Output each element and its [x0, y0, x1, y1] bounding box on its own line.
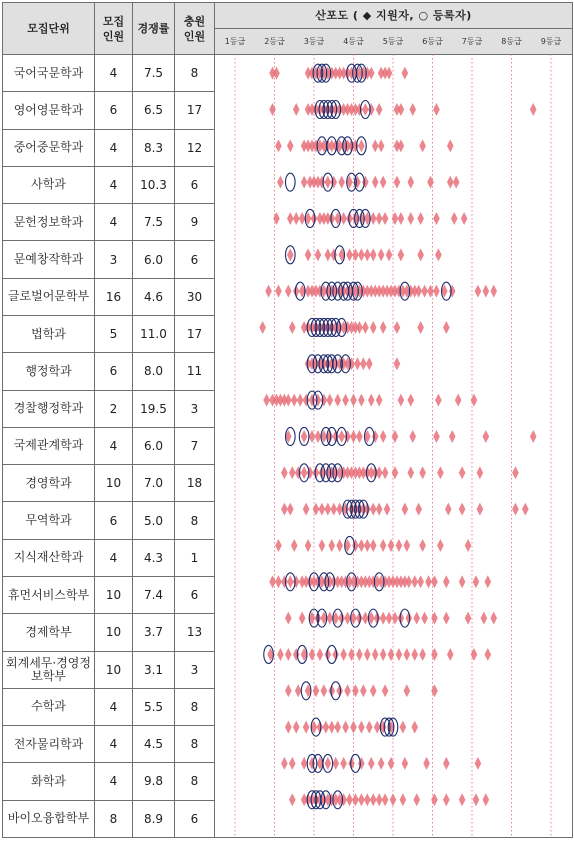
dept-cell: 글로벌어문학부: [3, 278, 95, 315]
quota-cell: 4: [95, 166, 133, 203]
quota-cell: 8: [95, 800, 133, 837]
table-row: [3, 353, 573, 390]
ratio-cell: 5.5: [133, 688, 175, 725]
dept-cell: 회계세무·경영정보학부: [3, 651, 95, 688]
scatter-cell: [215, 688, 573, 725]
filled-cell: 17: [175, 315, 215, 352]
scatter-cell: [215, 539, 573, 576]
quota-cell: 4: [95, 204, 133, 241]
ratio-cell: 9.8: [133, 763, 175, 800]
grade-tick-label: 6등급: [422, 37, 443, 46]
header-quota: [95, 3, 133, 55]
filled-cell: 8: [175, 763, 215, 800]
quota-cell: 16: [95, 278, 133, 315]
dept-cell: 바이오융합학부: [3, 800, 95, 837]
dept-cell: 전자물리학과: [3, 726, 95, 763]
dept-cell: 문예창작학과: [3, 241, 95, 278]
quota-cell: 10: [95, 576, 133, 613]
quota-cell: 4: [95, 427, 133, 464]
scatter-cell: [215, 92, 573, 129]
ratio-cell: 10.3: [133, 166, 175, 203]
dept-cell: 화학과: [3, 763, 95, 800]
filled-cell: 12: [175, 129, 215, 166]
dept-cell: 문헌정보학과: [3, 204, 95, 241]
filled-cell: 6: [175, 800, 215, 837]
ratio-cell: 5.0: [133, 502, 175, 539]
scatter-cell: [215, 614, 573, 651]
filled-cell: 6: [175, 576, 215, 613]
quota-cell: 4: [95, 726, 133, 763]
quota-cell: 3: [95, 241, 133, 278]
table-row: [3, 55, 573, 92]
ratio-cell: 3.1: [133, 651, 175, 688]
header-quota-line1: 모집: [102, 14, 125, 28]
grade-tick-label: 1등급: [224, 37, 246, 46]
table-row: [3, 576, 573, 613]
ratio-cell: 7.5: [133, 55, 175, 92]
quota-cell: 4: [95, 763, 133, 800]
dept-cell: 국제관계학과: [3, 427, 95, 464]
grade-tick-label: 7등급: [461, 37, 483, 46]
header-filled-line2: 인원: [183, 29, 206, 43]
filled-cell: 18: [175, 465, 215, 502]
table-row: [3, 465, 573, 502]
filled-cell: 1: [175, 539, 215, 576]
header-dept-label: 모집단위: [27, 22, 70, 35]
header-dept: [3, 3, 95, 55]
table-row: [3, 427, 573, 464]
filled-cell: 30: [175, 278, 215, 315]
filled-cell: 8: [175, 502, 215, 539]
ratio-cell: 7.5: [133, 204, 175, 241]
dept-cell: 수학과: [3, 688, 95, 725]
filled-cell: 8: [175, 688, 215, 725]
filled-cell: 3: [175, 651, 215, 688]
table-row: [3, 204, 573, 241]
admission-results-table: [2, 2, 573, 838]
header-filled-line1: 충원: [183, 14, 206, 28]
ratio-cell: 7.0: [133, 465, 175, 502]
ratio-cell: 7.4: [133, 576, 175, 613]
header-quota-line2: 인원: [102, 29, 125, 43]
ratio-cell: 4.6: [133, 278, 175, 315]
scatter-cell: [215, 763, 573, 800]
table-row: [3, 278, 573, 315]
filled-cell: 13: [175, 614, 215, 651]
quota-cell: 10: [95, 651, 133, 688]
scatter-cell: [215, 427, 573, 464]
dept-cell: 국어국문학과: [3, 55, 95, 92]
ratio-cell: 19.5: [133, 390, 175, 427]
ratio-cell: 4.5: [133, 726, 175, 763]
scatter-cell: [215, 800, 573, 837]
dept-cell: 무역학과: [3, 502, 95, 539]
quota-cell: 6: [95, 502, 133, 539]
grade-tick-label: 9등급: [540, 37, 562, 46]
filled-cell: 17: [175, 92, 215, 129]
dept-cell: 행정학과: [3, 353, 95, 390]
scatter-cell: [215, 502, 573, 539]
ratio-cell: 8.3: [133, 129, 175, 166]
scatter-cell: [215, 55, 573, 92]
table-row: [3, 800, 573, 837]
table-row: [3, 539, 573, 576]
table-body: [3, 55, 573, 838]
scatter-cell: [215, 129, 573, 166]
scatter-cell: [215, 465, 573, 502]
scatter-cell: [215, 166, 573, 203]
scatter-cell: [215, 726, 573, 763]
scatter-cell: [215, 315, 573, 352]
grade-tick-label: 2등급: [264, 37, 285, 46]
quota-cell: 6: [95, 92, 133, 129]
ratio-cell: 6.5: [133, 92, 175, 129]
ratio-cell: 6.0: [133, 427, 175, 464]
scatter-cell: [215, 576, 573, 613]
filled-cell: 6: [175, 241, 215, 278]
quota-cell: 10: [95, 465, 133, 502]
grade-tick-label: 3등급: [303, 37, 325, 46]
quota-cell: 6: [95, 353, 133, 390]
header-ratio-label: 경쟁률: [137, 22, 170, 35]
filled-cell: 3: [175, 390, 215, 427]
ratio-cell: 6.0: [133, 241, 175, 278]
table-row: [3, 390, 573, 427]
quota-cell: 4: [95, 55, 133, 92]
filled-cell: 8: [175, 726, 215, 763]
grade-axis-header: [215, 29, 573, 55]
filled-cell: 8: [175, 55, 215, 92]
table-row: [3, 726, 573, 763]
scatter-cell: [215, 204, 573, 241]
scatter-cell: [215, 241, 573, 278]
filled-cell: 7: [175, 427, 215, 464]
ratio-cell: 11.0: [133, 315, 175, 352]
quota-cell: 2: [95, 390, 133, 427]
filled-cell: 6: [175, 166, 215, 203]
table-row: [3, 502, 573, 539]
quota-cell: 4: [95, 688, 133, 725]
table-row: [3, 129, 573, 166]
table-row: [3, 614, 573, 651]
dept-cell: 경제학부: [3, 614, 95, 651]
scatter-cell: [215, 651, 573, 688]
table-row: [3, 92, 573, 129]
header-ratio: [133, 3, 175, 55]
dept-cell: 사학과: [3, 166, 95, 203]
ratio-cell: 4.3: [133, 539, 175, 576]
ratio-cell: 3.7: [133, 614, 175, 651]
grade-tick-label: 4등급: [343, 37, 364, 46]
dept-cell: 경찰행정학과: [3, 390, 95, 427]
dept-cell: 경영학과: [3, 465, 95, 502]
ratio-cell: 8.0: [133, 353, 175, 390]
dept-cell: 휴먼서비스학부: [3, 576, 95, 613]
header-filled: [175, 3, 215, 55]
grade-tick-label: 5등급: [382, 37, 404, 46]
dept-cell: 중어중문학과: [3, 129, 95, 166]
grade-tick-label: 8등급: [501, 37, 522, 46]
quota-cell: 4: [95, 129, 133, 166]
table-row: [3, 315, 573, 352]
filled-cell: 9: [175, 204, 215, 241]
table-row: [3, 651, 573, 688]
scatter-cell: [215, 390, 573, 427]
table-row: [3, 688, 573, 725]
scatter-cell: [215, 353, 573, 390]
quota-cell: 10: [95, 614, 133, 651]
quota-cell: 5: [95, 315, 133, 352]
header-scatter: [215, 3, 573, 29]
dept-cell: 법학과: [3, 315, 95, 352]
table-row: [3, 166, 573, 203]
table-row: [3, 763, 573, 800]
filled-cell: 11: [175, 353, 215, 390]
ratio-cell: 8.9: [133, 800, 175, 837]
dept-cell: 지식재산학과: [3, 539, 95, 576]
table-row: [3, 241, 573, 278]
scatter-title: 산포도 ( ◆ 지원자, ○ 등록자): [315, 9, 472, 22]
dept-cell: 영어영문학과: [3, 92, 95, 129]
quota-cell: 4: [95, 539, 133, 576]
scatter-cell: [215, 278, 573, 315]
